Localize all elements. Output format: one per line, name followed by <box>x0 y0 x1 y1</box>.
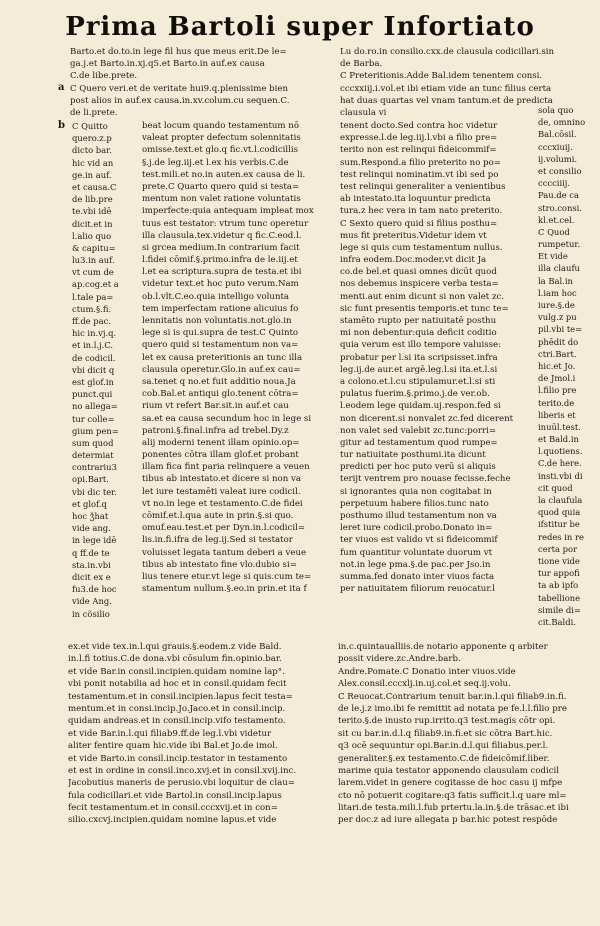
margin-line: sta.in.vbi <box>72 559 111 570</box>
margin-line: ctum.§.fi. <box>72 303 112 314</box>
margin-line: te.vbi idē <box>72 206 112 217</box>
text-line: videtur text.et hoc puto verum.Nam <box>142 279 299 290</box>
margin-line: pil.vbi te= <box>538 324 583 335</box>
text-line: terijt ventrem pro nouase fecisse.feche <box>340 474 511 485</box>
text-line: post alios in auf.ex causa.in.xv.colum.cu sequen.C. <box>70 95 290 106</box>
text-line: vt no.in lege et testamento.C.de fidei <box>142 498 303 509</box>
text-line: terito non est relinqui fideicommif= <box>340 145 497 156</box>
text-line: tibus ab intestato.et dicere si non va <box>142 474 301 485</box>
margin-line: hoc ǯhat <box>72 511 109 521</box>
margin-line: opi.Bart. <box>72 474 109 485</box>
margin-line: tabellione <box>538 592 581 603</box>
text-line: menti.aut enim dicunt si non valet zc. <box>340 291 505 302</box>
text-line: ponentes cōtra illam glof.et probant <box>142 450 299 461</box>
text-line: si ignorantes quia non cogitabat in <box>340 486 492 497</box>
text-line: clausula operetur.Glo.in auf.ex cau= <box>142 364 301 375</box>
text-line: alij moderni tenent illam opinio.op= <box>142 437 300 448</box>
text-line: stamēto rupto per natiuitatē posthu <box>340 316 497 326</box>
margin-line: et glof.q <box>72 498 107 509</box>
margin-line: et Bald.in <box>538 434 579 445</box>
text-line: de le.j.z imo.ibi fe remittit ad notata pe fe.l.l.filio pre <box>338 703 567 714</box>
margin-line: ta ab ipfo <box>538 580 579 591</box>
marker-b: b <box>58 120 65 131</box>
text-line: perpetuum habere filios.tunc nato <box>340 498 489 509</box>
margin-line: dicit ex e <box>72 571 111 582</box>
text-line: silio.cxcvj.incipien.quidam nomine lapus.et vide <box>68 815 277 826</box>
text-line: q3 ocē sequuntur opi.Bar.in.d.l.qui filiabus.per.l. <box>338 741 549 752</box>
text-line: voluisset legata tantum deberi a veue <box>142 547 307 558</box>
text-line: gitur ad testamentum quod rumpe= <box>340 437 498 448</box>
margin-line: dicit.et in <box>72 218 113 229</box>
right-margin-notes <box>538 104 598 628</box>
margin-line: vulg.z pu <box>538 312 577 323</box>
margin-line: Et vide <box>538 251 568 262</box>
text-line: Andre.Pomate.C Donatio inter viuos.vide <box>338 666 516 677</box>
text-line: ex.et vide tex.in.l.qui grauis.§.eodem.z vide Bald. <box>68 642 282 652</box>
margin-line: iure.§.de <box>538 300 575 310</box>
text-line: leret iure codicil.probo.Donato in= <box>340 523 493 534</box>
text-line: sum.Respond.a filio preterito no po= <box>340 157 501 168</box>
text-line: in.l.fi totius.C.de dona.vbi cōsulum fin.opinio.bar. <box>68 654 282 665</box>
margin-line: l.alio quo <box>72 230 112 241</box>
text-line: fecit testamentum.et in consil.cccxvij.et in con= <box>68 803 278 814</box>
text-line: posthumo illud testamentum non va <box>340 511 497 521</box>
margin-line: la Bal.in <box>538 275 573 286</box>
text-line: C.de libe.prete. <box>70 71 138 82</box>
margin-line: hic vid an <box>72 157 114 168</box>
text-line: C Sexto quero quid si filius posthu= <box>340 218 498 229</box>
text-line: fum quantitur voluntate duorum vt <box>340 547 493 558</box>
text-line: vbi ponit notabilia ad hoc et in consil.quidam fecit <box>68 679 287 690</box>
running-header: Prima Bartoli super Infortiato <box>65 12 535 42</box>
margin-line: C Quod <box>538 226 570 237</box>
text-line: infra eodem.Doc.moder.vt dicit Ja <box>340 255 487 266</box>
margin-line: de codicil. <box>72 352 116 363</box>
margin-line: Bal.cōsil. <box>538 129 577 140</box>
margin-line: ap.cog.et a <box>72 279 119 290</box>
text-line: tur natiuitate posthumi.ita dicunt <box>340 450 486 461</box>
margin-line: vbi dicit q <box>72 364 115 375</box>
text-line: terito.§.de inusto rup.irrito.q3 test.magis cōtr opi. <box>338 716 556 727</box>
margin-line: illa claufu <box>538 263 580 274</box>
margin-line: rumpetur. <box>538 239 581 250</box>
margin-line: tione vide <box>538 555 580 566</box>
margin-line: stro.consi. <box>538 202 582 213</box>
text-line: fula codicillari.et vide Bartol.in consil.incip.lapus <box>68 790 282 801</box>
margin-line: ge.in auf. <box>72 169 112 180</box>
text-line: sa.tenet q no.et fuit additio noua.Ja <box>142 376 296 387</box>
margin-line: no allega= <box>72 401 118 412</box>
text-line: lis.in.fi.ifra de leg.ij.Sed si testator <box>142 535 293 546</box>
text-line: sa.et ea causa secundum hoc in lege si <box>142 413 312 424</box>
top-left-block <box>70 46 332 119</box>
text-line: sit cu bar.in.d.l.q filiab9.in.fi.et sic cōtra Bart.hic. <box>338 728 553 739</box>
text-line: let iure testamēti valeat iure codicil. <box>142 486 301 497</box>
text-line: non valet sed valebit zc.tunc:porri= <box>340 425 497 436</box>
margin-line: C.de here. <box>538 458 582 469</box>
text-line: et vide Bar.in consil.incipien.quidam nomine lap°. <box>68 666 285 677</box>
margin-line: fu3.de hoc <box>72 584 117 595</box>
margin-line: in cõsilio <box>72 608 110 619</box>
text-line: omuf.eau.test.et per Dyn.in.l.codicil= <box>142 523 306 534</box>
text-line: aliter fentire quam hic.vide ibi Bal.et Jo.de imol. <box>68 741 278 752</box>
text-line: summa.fed donato inter viuos facta <box>340 571 495 582</box>
text-line: omisse.text.et glo.q fic.vt.l.codicillis <box>142 145 299 156</box>
text-line: let ex causa preteritionis an tunc illa <box>142 352 303 363</box>
text-line: test.mili.et no.in auten.ex causa de li. <box>142 169 306 180</box>
left-margin-notes <box>72 120 140 620</box>
text-line: prete.C Quarto quero quid si testa= <box>142 181 300 192</box>
text-line: de Barba. <box>340 59 383 70</box>
margin-line: liberis et <box>538 409 576 420</box>
margin-line: cit quod <box>538 482 573 493</box>
text-line: per doc.z ad iure allegata p bar.hic potest respōde <box>338 815 558 826</box>
margin-line: in lege idē <box>72 535 117 546</box>
text-line: litari.de testa.mili.l.fub prtertu.la.in.§.de trāsac.et ibi <box>338 803 569 814</box>
text-line: generaliter.§.ex testamento.C.de fideicōmif.liber. <box>338 753 550 764</box>
text-line: test relinqui nominatim.vt ibi sed po <box>340 169 499 180</box>
text-line: rium vt refert Bar.sit.in auf.et cau <box>142 401 289 412</box>
margin-line: quero.z.p <box>72 133 112 144</box>
text-line: si grcea medium.In contrarium facit <box>142 242 300 253</box>
text-line: hat duas quartas vel vnam tantum.et de predicta <box>340 95 553 106</box>
text-line: marime quia testator apponendo clausulam codicil <box>338 765 560 776</box>
text-line: l.et ea scriptura.supra de testa.et ibi <box>142 267 302 278</box>
margin-line: vt cum de <box>72 267 114 278</box>
text-line: de li.prete. <box>70 107 118 118</box>
margin-line: est glof.in <box>72 376 114 387</box>
text-line: mi non debentur:quia deficit coditio <box>340 328 497 339</box>
text-line: valeat propter defectum solennitatis <box>142 133 301 144</box>
text-line: quia verum est illo tempore valuisse: <box>340 340 502 351</box>
text-line: a colono.et.l.cu stipulamur.et.l.si sti <box>340 376 496 387</box>
margin-line: lu3.in auf. <box>72 255 115 266</box>
margin-line: vide ang. <box>72 523 111 534</box>
text-line: ga.j.et Barto.in.xj.q5.et Barto.in auf.ex causa <box>70 59 265 70</box>
text-line: quidam andreas.et in consil.incip.vifo testamento. <box>68 716 286 727</box>
margin-line: sola quo <box>538 105 574 115</box>
text-line: larem.videt in genere cogitasse de hoc casu ij mfpe <box>338 778 563 789</box>
margin-line: gium pen= <box>72 425 119 436</box>
text-line: cccxxiij.i.vol.et ibi etiam vide an tunc filius certa <box>340 83 552 94</box>
margin-line: determiat <box>72 450 114 461</box>
text-line: mentum non valet ratione voluntatis <box>142 194 301 205</box>
text-line: l.fidei cōmif.§.primo.infra de le.iij.et <box>142 255 298 266</box>
text-line: non dicerent.si nonvalet zc.fed dicerent <box>340 413 514 424</box>
margin-line: phēdit do <box>538 336 579 347</box>
text-line: C Reuocat.Contrarium tenuit bar.in.l.qui filiab9.in.fi. <box>338 691 567 702</box>
margin-line: terito.de <box>538 397 575 408</box>
text-line: Barto.et do.to.in lege fil hus que meus erit.De le= <box>70 47 287 57</box>
margin-line: tur appofi <box>538 568 580 579</box>
text-line: C Preteritionis.Adde Bal.idem tenentem consi. <box>340 71 543 82</box>
margin-line: vide Ang. <box>72 596 112 607</box>
margin-line: cccxiuij. <box>538 141 573 152</box>
margin-line: hic in.vj.q. <box>72 328 117 339</box>
text-line: tura.z hec vera in tam nato preterito. <box>340 206 503 217</box>
margin-line: sum quod <box>72 437 114 448</box>
margin-line: tur colle= <box>72 413 115 424</box>
text-line: ob.l.vlt.C.eo.quia intelligo volunta <box>142 291 290 302</box>
margin-line: de, omnino <box>538 117 586 128</box>
text-line: tenent docto.Sed contra hoc videtur <box>340 121 498 131</box>
text-line: lege si is qui.supra de test.C Quinto <box>142 328 299 339</box>
margin-line: vbi dic ter. <box>72 486 117 497</box>
text-line: possit videre.zc.Andre.barb. <box>338 654 461 665</box>
text-line: predicti per hoc puto verū si aliquis <box>340 462 496 473</box>
margin-line: kl.et.cel. <box>538 214 575 225</box>
margin-line: & capitu= <box>72 242 116 253</box>
margin-line: contrariu3 <box>72 462 117 473</box>
text-line: ab intestato.ita loquuntur predicta <box>340 194 491 205</box>
text-line: testamentum.et in consil.incipien.lapus fecit testa= <box>68 691 293 702</box>
margin-line: et causa.C <box>72 181 117 192</box>
text-line: in.c.quintaualliis.de notario apponente q arbiter <box>338 642 548 652</box>
text-line: et est in ordine in consil.inco.xvj.et in consil.xvij.inc. <box>68 765 297 776</box>
text-line: tibus ab intestato fine vlo.dubio si= <box>142 559 297 570</box>
text-line: §.j.de leg.iij.et l.ex his verbis.C.de <box>142 157 289 168</box>
margin-line: simile di= <box>538 604 581 615</box>
text-line: stamentum nullum.§.eo.in prin.et ita f <box>142 584 307 595</box>
text-line: C Quero veri.et de veritate hui9.q.plenissime bien <box>70 83 289 94</box>
margin-line: quod quia <box>538 507 581 518</box>
margin-line: q ff.de te <box>72 547 110 558</box>
margin-line: l.tale pa= <box>72 291 114 302</box>
main-column-a <box>142 120 336 595</box>
margin-line: punct.qui <box>72 389 113 400</box>
text-line: lege si quis cum testamentum nullus. <box>340 242 503 253</box>
text-line: l.eodem lege quidam.uj.respon.fed si <box>340 401 501 412</box>
text-line: leg.ij.de aur.et argē.leg.l.si ita.et.l.si <box>340 364 498 375</box>
text-line: mentum.et in consi.incip.Jo.Jaco.et in consil.incip. <box>68 703 286 714</box>
text-line: cob.Bal.et antiqui glo.tenent cōtra= <box>142 389 299 400</box>
margin-line: ifstitur be <box>538 519 580 530</box>
text-line: cōmif.et.l.qua aute in prin.§.si quo. <box>142 511 294 521</box>
text-line: imperfecte:quia antequam impleat mox <box>142 206 314 217</box>
text-line: patroni.§.final.infra ad trebel.Dy.z <box>142 425 289 436</box>
text-line: probatur per l.si ita scripsisset.infra <box>340 352 498 363</box>
text-line: co.de bel.et quasi omnes dicūt quod <box>340 267 497 278</box>
margin-line: inuūl.test. <box>538 421 581 432</box>
text-line: et vide Barto.in consil.incip.testator in testamento <box>68 753 288 764</box>
text-line: clausula vi <box>340 107 387 118</box>
bottom-commentary <box>68 641 584 827</box>
text-line: mus fit preteritus.Videtur idem vt <box>340 230 487 241</box>
margin-line: la claufula <box>538 495 583 505</box>
margin-line: Pau.de ca <box>538 190 579 201</box>
text-line: et vide Bar.in.l.qui filiab9.ff.de leg.l.vbi videtur <box>68 728 272 739</box>
text-line: Alex.consil.cccxlj.in.uj.col.et seq.ij.volu. <box>338 679 511 690</box>
text-line: illa clausula.tex.videtur q fic.C.eod.l. <box>142 230 302 241</box>
text-line: illam fica fint paria relinquere a veuen <box>142 462 310 473</box>
text-line: cto nō potuerit cogitare:q3 fatis sufficit.l.q uare ml= <box>338 790 567 801</box>
margin-line: hic.et Jo. <box>538 360 576 371</box>
margin-line: de lib.pre <box>72 194 113 205</box>
margin-line: l.filio pre <box>538 385 577 396</box>
text-line: test relinqui generaliter a venientibus <box>340 181 506 192</box>
text-line: not.in lege pma.§.de pac.per Jso.in <box>340 559 491 570</box>
text-line: expresse.l.de leg.iij.l.vbi a filio pre= <box>340 133 498 144</box>
text-line: sic funt presentis temporis.et tunc te= <box>340 303 509 314</box>
margin-line: dicto bar. <box>72 145 112 156</box>
text-line: nos debemus inspicere verba testa= <box>340 279 499 290</box>
text-line: beat locum quando testamentum nō <box>142 121 300 131</box>
margin-line: certa por <box>538 543 578 554</box>
text-line: pulatus fuerim.§.primo.j.de ver.ob. <box>340 389 490 400</box>
margin-line: insti.vbi di <box>538 470 583 481</box>
margin-line: cit.Baldi. <box>538 616 576 627</box>
main-column-b <box>340 120 536 595</box>
margin-line: C Quitto <box>72 121 108 131</box>
margin-line: et consilio <box>538 165 582 176</box>
text-line: Jacobutius maneris de perusio.vbi loquitur de clau= <box>68 778 295 789</box>
margin-line: l.iam hoc <box>538 287 577 298</box>
margin-line: cccciiij. <box>538 178 571 189</box>
margin-line: de Jmol.i <box>538 373 576 384</box>
text-line: quero quid si testamentum non va= <box>142 340 299 351</box>
margin-line: ff.de pac. <box>72 316 111 326</box>
margin-line: et in.l.j.C. <box>72 340 114 351</box>
text-line: lennitatis non voluntatis.not.glo.in <box>142 316 292 326</box>
margin-line: l.quotiens. <box>538 446 583 457</box>
text-line: per natiuitatem filiorum reuocatur.l <box>340 584 495 595</box>
margin-line: redes in re <box>538 531 584 542</box>
text-line: lius tenere etur.vt lege si quis.cum te= <box>142 571 312 582</box>
text-line: ter viuos est valido vt si fideicommif <box>340 535 498 546</box>
margin-line: ctri.Bart. <box>538 348 577 359</box>
text-line: Lu do.ro.in consilio.cxx.de clausula codicillari.sin <box>340 47 555 57</box>
text-line: tuus est testator: vtrum tunc operetur <box>142 218 309 229</box>
text-line: tem imperfectam ratione alicuius fo <box>142 303 299 314</box>
margin-line: ij.volumi. <box>538 153 578 164</box>
marker-a: a <box>58 82 65 93</box>
